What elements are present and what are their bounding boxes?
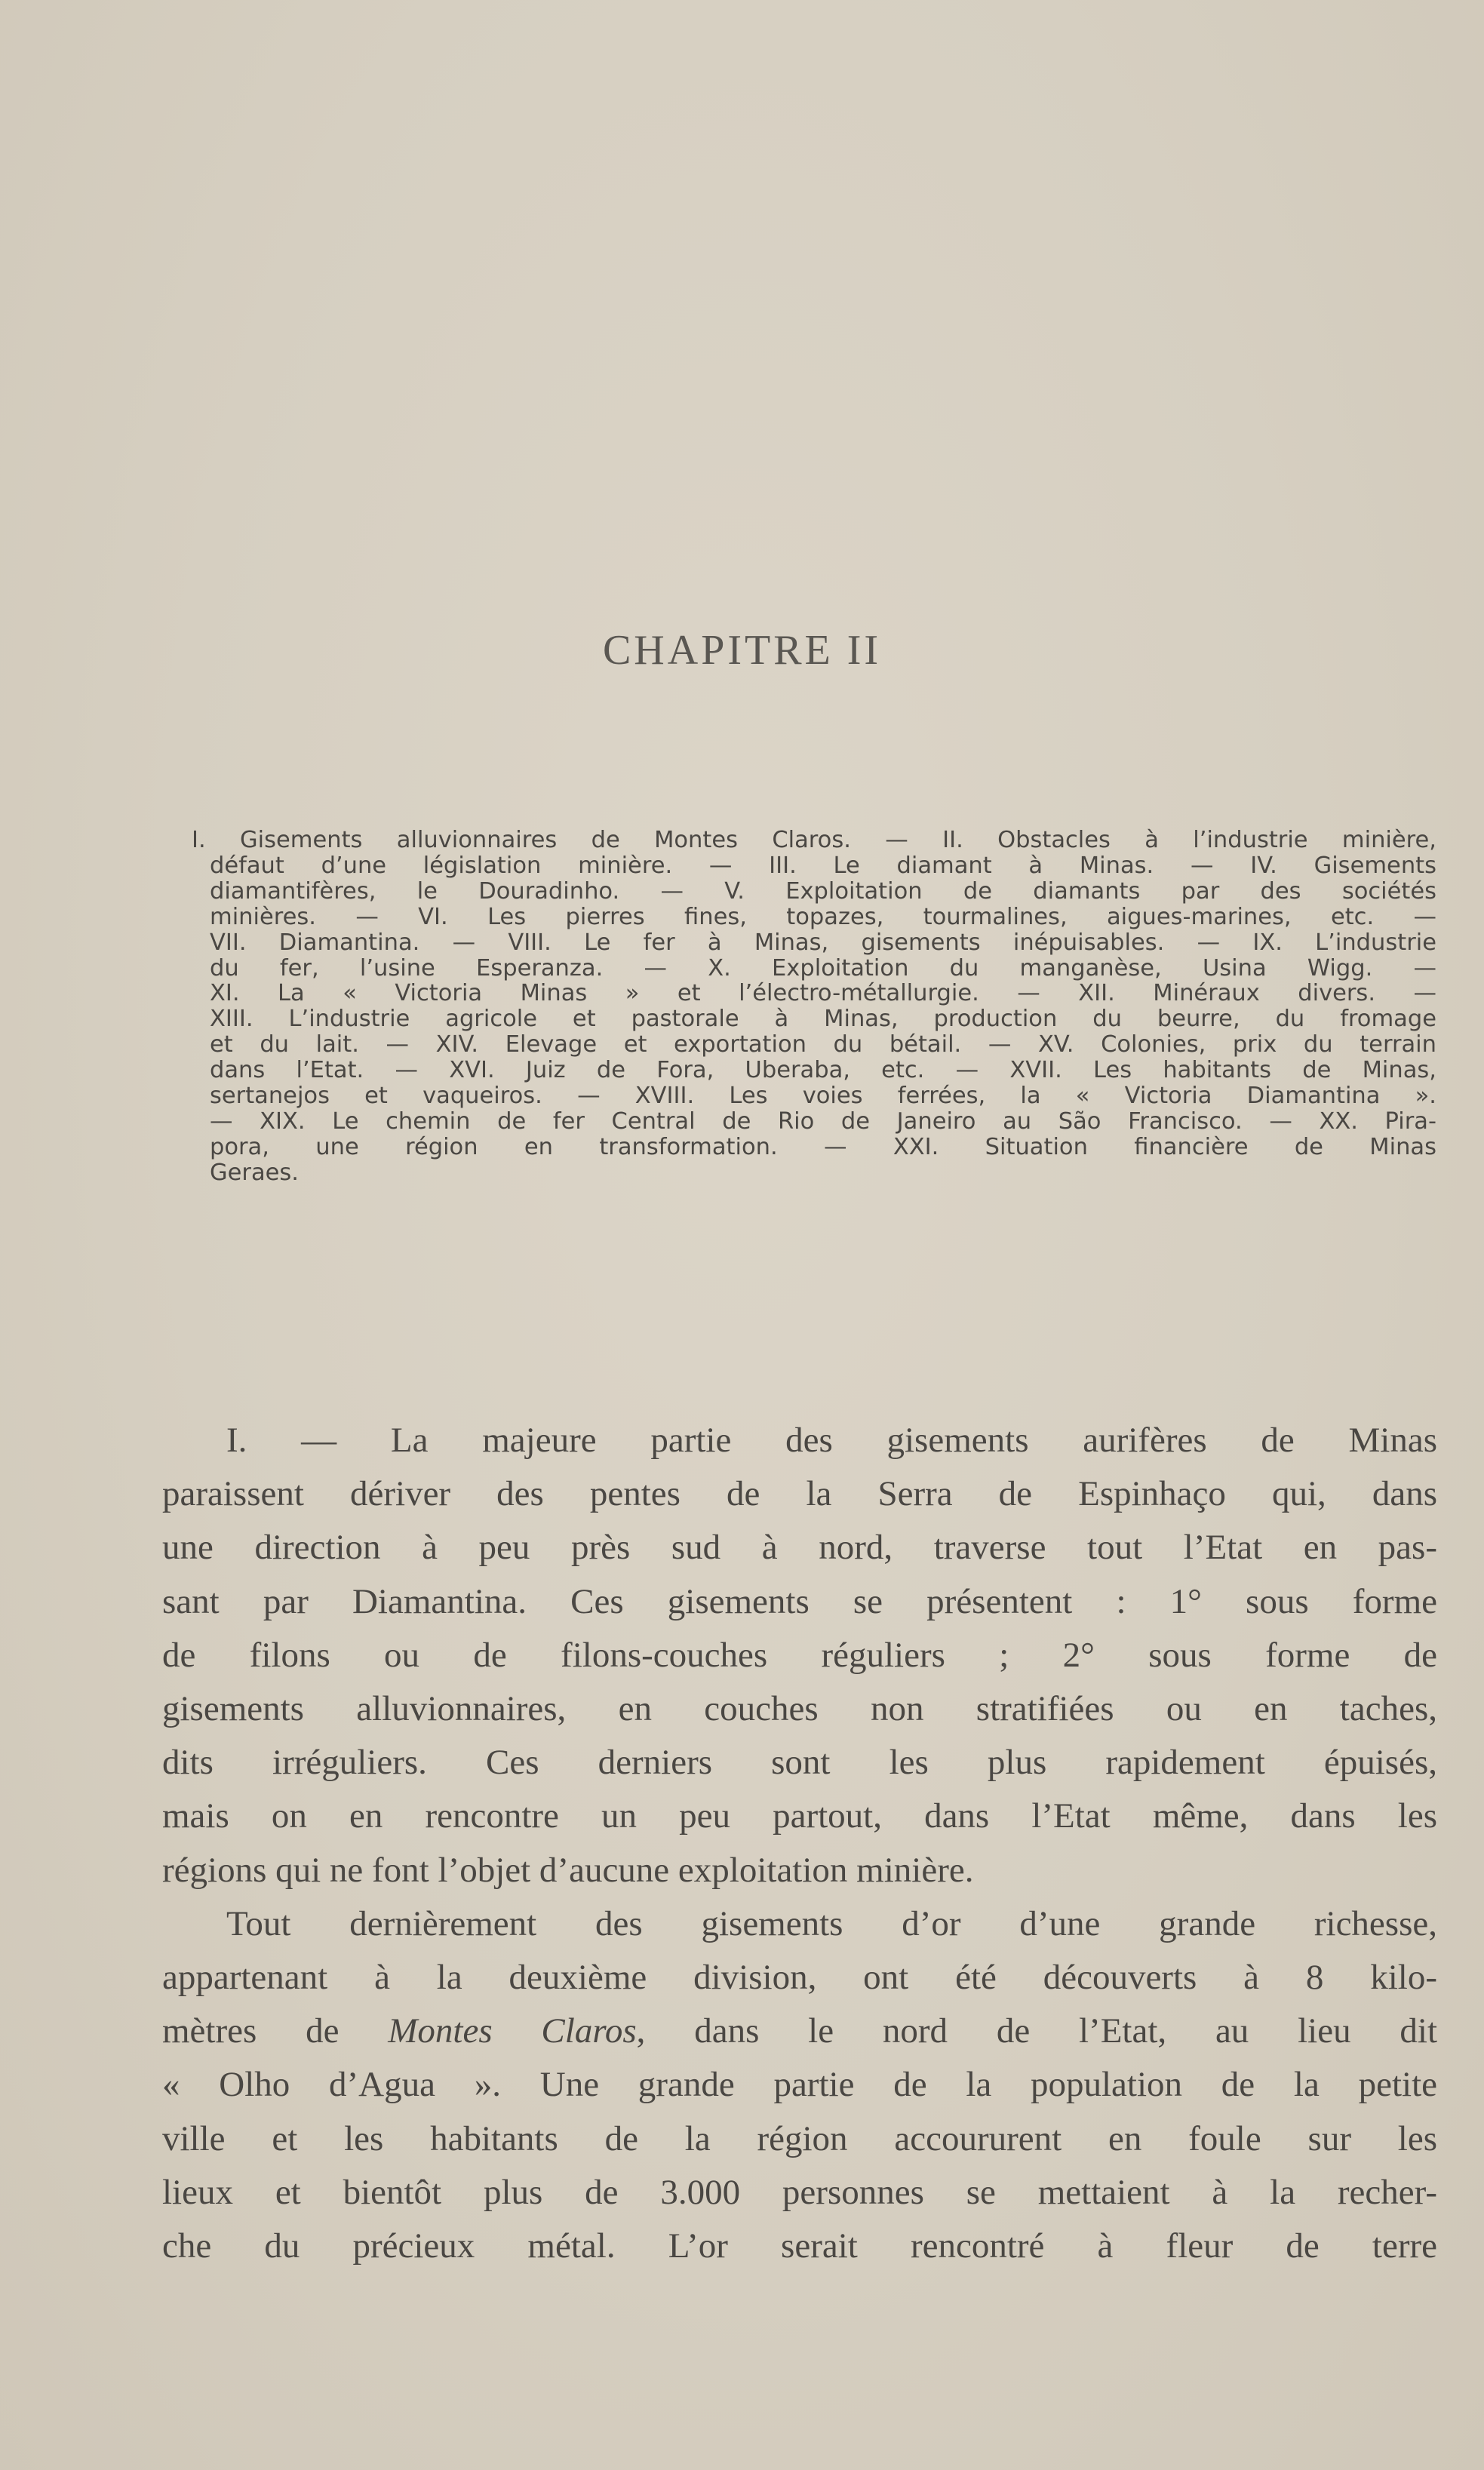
paragraph-line: che du précieux métal. L’or serait rencontré à fleur de terre	[162, 2226, 1437, 2266]
summary-line: diamantifères, le Douradinho. — V. Exploitation de diamants par des sociétés	[210, 877, 1436, 905]
chapter-title: CHAPITRE II	[602, 627, 882, 674]
paragraph-line: de filons ou de filons-couches réguliers ; 2° sous forme de	[162, 1635, 1437, 1675]
summary-line: dans l’Etat. — XVI. Juiz de Fora, Uberaba, etc. — XVII. Les habitants de Minas,	[210, 1057, 1436, 1084]
summary-line: XIII. L’industrie agricole et pastorale à Minas, production du beurre, du fromage	[210, 1006, 1436, 1033]
paragraph-line: dits irréguliers. Ces derniers sont les plus rapidement épuisés,	[162, 1743, 1437, 1783]
summary-line: sertanejos et vaqueiros. — XVIII. Les voies ferrées, la « Victoria Diamantina ».	[210, 1083, 1436, 1110]
summary-line: du fer, l’usine Esperanza. — X. Exploitation du manganèse, Usina Wigg. —	[210, 954, 1436, 982]
summary-line: XI. La « Victoria Minas » et l’électro-métallurgie. — XII. Minéraux divers. —	[210, 980, 1436, 1007]
summary-line: défaut d’une législation minière. — III. Le diamant à Minas. — IV. Gisements	[210, 852, 1436, 879]
paragraph-line: I. — La majeure partie des gisements aurifères de Minas	[226, 1421, 1437, 1460]
paragraph-line: mais on en rencontre un peu partout, dans l’Etat même, dans les	[162, 1796, 1437, 1836]
paragraph-line: régions qui ne font l’objet d’aucune exploitation minière.	[162, 1850, 974, 1890]
text-run: , dans le nord de l’Etat, au lieu dit	[636, 2011, 1437, 2051]
summary-line: — XIX. Le chemin de fer Central de Rio de Janeiro au São Francisco. — XX. Pira-	[210, 1108, 1436, 1135]
paragraph-line: Tout dernièrement des gisements d’or d’une grande richesse,	[226, 1903, 1437, 1943]
paragraph-line: ville et les habitants de la région accoururent en foule sur les	[162, 2118, 1437, 2158]
paragraph-line: « Olho d’Agua ». Une grande partie de la population de la petite	[162, 2065, 1437, 2105]
summary-line: pora, une région en transformation. — XXI. Situation financière de Minas	[210, 1133, 1436, 1160]
summary-line: I. Gisements alluvionnaires de Montes Claros. — II. Obstacles à l’industrie minière,	[192, 827, 1436, 853]
paragraph-line: appartenant à la deuxième division, ont été découverts à 8 kilo-	[162, 1958, 1437, 1998]
paragraph-line: gisements alluvionnaires, en couches non stratifiées ou en taches,	[162, 1689, 1437, 1729]
summary-line: et du lait. — XIV. Elevage et exportation du bétail. — XV. Colonies, prix du terrain	[210, 1031, 1436, 1058]
paragraph-line: sant par Diamantina. Ces gisements se présentent : 1° sous forme	[162, 1581, 1437, 1621]
paragraph-line: paraissent dériver des pentes de la Serra de Espinhaço qui, dans	[162, 1474, 1437, 1514]
paragraph-line: une direction à peu près sud à nord, traverse tout l’Etat en pas-	[162, 1528, 1437, 1568]
summary-line: VII. Diamantina. — VIII. Le fer à Minas, gisements inépuisables. — IX. L’industrie	[210, 929, 1436, 956]
paragraph-line-mixed	[162, 2005, 1437, 2058]
place-name-italic: Montes Claros	[388, 2011, 637, 2051]
paragraph-line: lieux et bientôt plus de 3.000 personnes se mettaient à la recher-	[162, 2172, 1437, 2212]
text-run: mètres de	[162, 2011, 389, 2051]
body-text	[162, 1414, 1437, 2273]
summary-line: minières. — VI. Les pierres fines, topazes, tourmalines, aigues-marines, etc. —	[210, 903, 1436, 930]
chapter-summary	[192, 827, 1436, 1186]
summary-line: Geraes.	[210, 1159, 299, 1186]
